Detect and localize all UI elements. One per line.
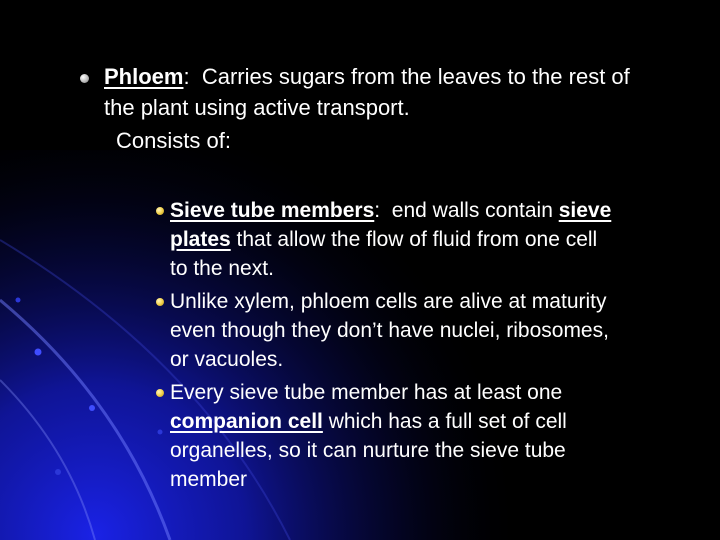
decor-dot bbox=[16, 298, 21, 303]
decor-dot bbox=[89, 405, 95, 411]
companion-cell-term: companion cell bbox=[170, 410, 323, 433]
decor-dot bbox=[35, 349, 42, 356]
sieve-plates-term-part1: sieve bbox=[558, 199, 612, 222]
sub-bullet-3-icon bbox=[156, 389, 164, 397]
sub-bullet-3-line-4: member bbox=[170, 468, 248, 491]
sub-bullet-1-line-3: to the next. bbox=[170, 257, 274, 280]
sub-bullet-1-line-1 bbox=[170, 196, 611, 225]
sub-bullet-3-line-1: Every sieve tube member has at least one bbox=[170, 381, 563, 404]
decor-dot bbox=[158, 430, 163, 435]
main-bullet-icon bbox=[80, 74, 89, 83]
sieve-tube-members-text: end walls contain bbox=[380, 199, 559, 222]
decor-dot bbox=[55, 469, 61, 475]
phloem-term: Phloem bbox=[104, 64, 184, 89]
sub-bullet-1-line-2 bbox=[170, 225, 597, 254]
sub-bullet-1-icon bbox=[156, 207, 164, 215]
main-bullet-line-1 bbox=[104, 62, 630, 92]
sub-bullet-3-line-2-text: which has a full set of cell bbox=[322, 410, 567, 433]
sub-bullet-3-line-3: organelles, so it can nurture the sieve tube bbox=[170, 439, 566, 462]
sieve-tube-members-colon: : bbox=[374, 199, 381, 222]
sub-bullet-2-line-1: Unlike xylem, phloem cells are alive at maturity bbox=[170, 290, 607, 313]
phloem-colon: : bbox=[183, 64, 190, 89]
sub-bullet-2-line-3: or vacuoles. bbox=[170, 348, 284, 371]
sieve-tube-members-term: Sieve tube members bbox=[170, 199, 375, 222]
sieve-plates-term-part2: plates bbox=[170, 228, 231, 251]
phloem-definition: Carries sugars from the leaves to the rest of bbox=[189, 64, 630, 89]
sub-bullet-1-line-2-text: that allow the flow of fluid from one cell bbox=[230, 228, 598, 251]
sub-bullet-2-icon bbox=[156, 298, 164, 306]
sub-bullet-2-line-2: even though they don’t have nuclei, ribosomes, bbox=[170, 319, 609, 342]
main-bullet-line-2: the plant using active transport. bbox=[104, 95, 410, 120]
sub-bullet-3-line-2 bbox=[170, 407, 567, 436]
consists-of-label: Consists of: bbox=[116, 128, 231, 153]
